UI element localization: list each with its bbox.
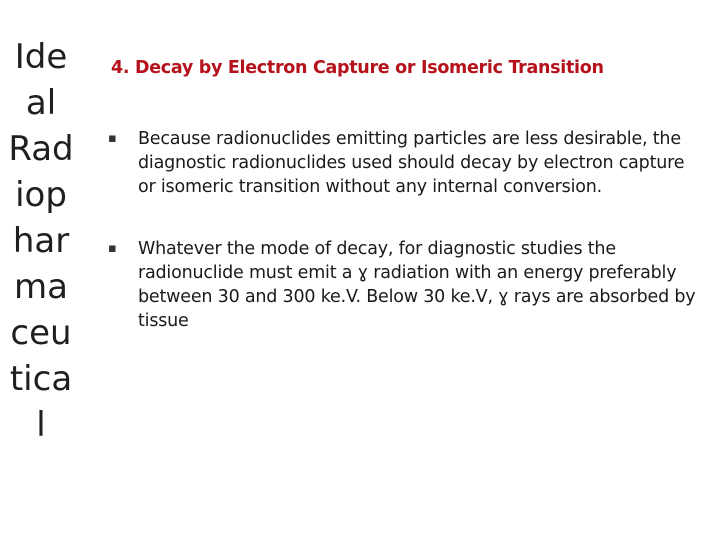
bullet-icon: ▪ (108, 131, 117, 146)
side-title-line: Ide (14, 37, 68, 77)
bullet-item (108, 237, 698, 333)
bullet-icon: ▪ (108, 241, 117, 256)
slide-side-title (0, 34, 82, 448)
side-title-line: al (25, 83, 57, 123)
side-title-line: iop (15, 175, 67, 215)
side-title-line: har (12, 221, 70, 261)
section-heading: 4. Decay by Electron Capture or Isomeric Transition (111, 58, 604, 78)
bullet-text: Because radionuclides emitting particles are less desirable, the diagnostic radionuclides used should decay by electron capture or isomeric transition without any internal conversion. (138, 129, 685, 197)
side-title-line: l (36, 405, 46, 445)
bullet-list (108, 127, 698, 371)
side-title-line: ma (14, 267, 68, 307)
side-title-line: ceu (10, 313, 72, 353)
side-title-line: Rad (8, 129, 74, 169)
bullet-text: Whatever the mode of decay, for diagnostic studies the radionuclide must emit a ɣ radiation with an energy preferably between 30 and 300 ke.V. Below 30 ke.V, ɣ rays are absorbed by tissue (138, 239, 696, 331)
side-title-line: tica (9, 359, 73, 399)
bullet-item (108, 127, 698, 199)
